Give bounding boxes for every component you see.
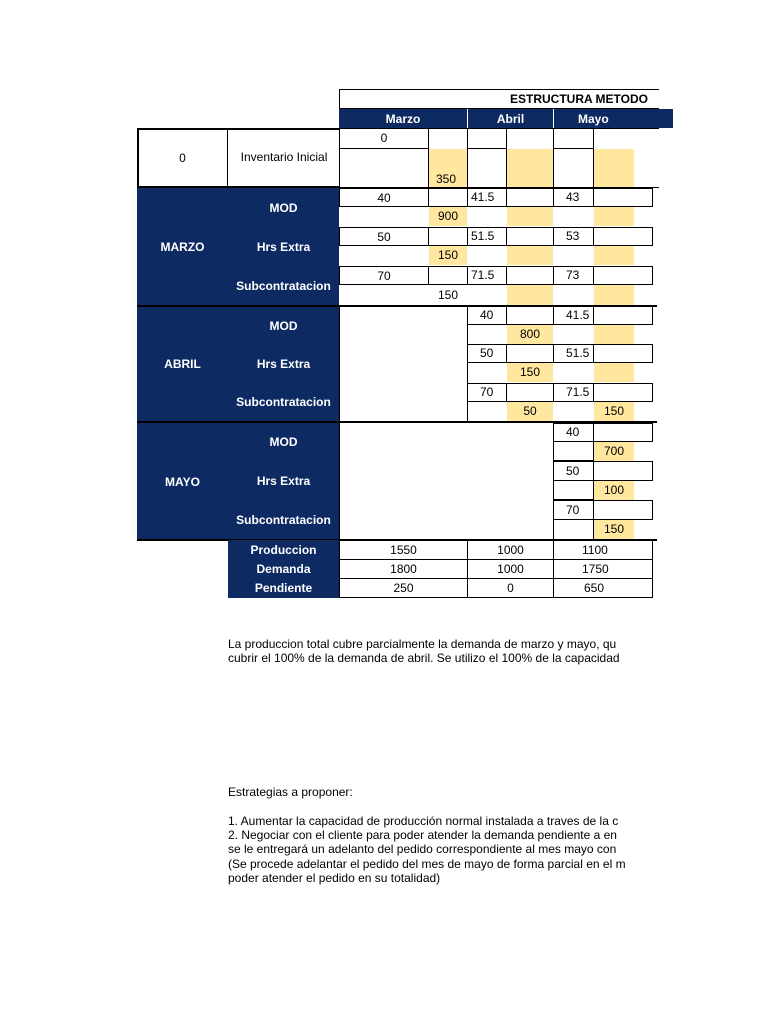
summary-demanda-marzo[interactable]: 1800 <box>339 559 468 579</box>
qty-marzo-mod[interactable]: 900 <box>429 207 467 226</box>
cost-abril-mod-abril[interactable]: 40 <box>467 306 507 325</box>
cost-marzo-mod-marzo[interactable]: 40 <box>339 188 429 207</box>
cost-abril-sub-abril[interactable]: 70 <box>467 383 507 402</box>
empty-cell[interactable] <box>593 500 653 520</box>
qty-abril-sub-next[interactable]: 150 <box>594 402 634 421</box>
empty-cell[interactable] <box>593 383 653 402</box>
qty-marzo-sub[interactable]: 150 <box>437 288 459 302</box>
summary-label-pendiente[interactable]: Pendiente <box>228 578 339 598</box>
cost-marzo-hrs-mayo[interactable]: 53 <box>553 227 594 246</box>
row-label-marzo-subcontratacion[interactable]: Subcontratacion <box>228 266 339 305</box>
cost-abril-mod-mayo[interactable]: 41.5 <box>553 306 594 325</box>
empty-cell[interactable] <box>593 306 653 325</box>
group-label-marzo[interactable]: MARZO <box>137 188 228 305</box>
conclusion-line-2: cubrir el 100% de la demanda de abril. Se utilizo el 100% de la capacidad <box>228 651 620 665</box>
empty-yellow-cell[interactable] <box>594 207 634 226</box>
month-header-abril[interactable]: Abril <box>467 109 553 128</box>
inventory-abril-yellow[interactable] <box>507 149 553 187</box>
empty-cell[interactable] <box>553 519 594 540</box>
structure-title: ESTRUCTURA METODO <box>510 92 648 106</box>
row-label-marzo-mod[interactable]: MOD <box>228 188 339 227</box>
cost-mayo-mod-mayo[interactable]: 40 <box>553 423 594 442</box>
summary-label-demanda[interactable]: Demanda <box>228 559 339 578</box>
empty-cell[interactable] <box>506 188 554 207</box>
empty-yellow-cell[interactable] <box>507 285 553 305</box>
empty-cell[interactable] <box>593 227 653 246</box>
qty-mayo-hrs[interactable]: 100 <box>594 481 634 500</box>
row-label-mayo-hrs-extra[interactable]: Hrs Extra <box>228 461 339 500</box>
empty-cell[interactable] <box>553 441 594 461</box>
inventory-abril-cell[interactable] <box>468 129 506 187</box>
inventory-cost-cell[interactable] <box>429 149 467 187</box>
empty-cell[interactable] <box>593 188 653 207</box>
qty-mayo-mod[interactable]: 700 <box>594 442 634 461</box>
cost-marzo-mod-mayo[interactable]: 43 <box>553 188 594 207</box>
row-label-marzo-hrs-extra[interactable]: Hrs Extra <box>228 227 339 266</box>
cost-abril-hrs-mayo[interactable]: 51.5 <box>553 344 594 363</box>
strategy-line-1: 1. Aumentar la capacidad de producción normal instalada a traves de la c <box>228 814 619 828</box>
inventory-mayo-yellow[interactable] <box>594 149 634 187</box>
inventory-label[interactable]: Inventario Inicial <box>240 150 328 164</box>
cost-marzo-sub-mayo[interactable]: 73 <box>553 266 594 285</box>
structure-title-cell[interactable] <box>339 89 659 109</box>
empty-yellow-cell[interactable] <box>507 207 553 226</box>
cost-mayo-sub-mayo[interactable]: 70 <box>553 500 594 520</box>
month-header-marzo[interactable]: Marzo <box>339 109 467 128</box>
empty-yellow-cell[interactable] <box>507 246 553 265</box>
empty-yellow-cell[interactable] <box>594 325 634 344</box>
row-label-abril-hrs-extra[interactable]: Hrs Extra <box>228 344 339 383</box>
summary-produccion-abril[interactable]: 1000 <box>467 540 554 560</box>
summary-pendiente-mayo[interactable]: 650 <box>553 578 653 598</box>
empty-cell[interactable] <box>428 188 468 207</box>
strategies-heading: Estrategias a proponer: <box>228 785 353 799</box>
cost-marzo-sub-marzo[interactable]: 70 <box>339 266 429 285</box>
row-label-abril-subcontratacion[interactable]: Subcontratacion <box>228 383 339 421</box>
cost-marzo-hrs-marzo[interactable]: 50 <box>339 227 429 246</box>
strategy-line-2: 2. Negociar con el cliente para poder atender la demanda pendiente a en <box>228 828 617 842</box>
empty-cell[interactable] <box>506 266 554 285</box>
row-label-abril-mod[interactable]: MOD <box>228 307 339 344</box>
cost-abril-sub-mayo[interactable]: 71.5 <box>553 383 594 402</box>
empty-cell[interactable] <box>428 266 468 285</box>
strategy-line-3: se le entregará un adelanto del pedido correspondiente al mes mayo con <box>228 842 617 856</box>
summary-demanda-abril[interactable]: 1000 <box>467 559 554 579</box>
row-label-mayo-mod[interactable]: MOD <box>228 423 339 461</box>
summary-pendiente-abril[interactable]: 0 <box>467 578 554 598</box>
qty-abril-hrs[interactable]: 150 <box>507 363 553 382</box>
inventory-value[interactable]: 0 <box>380 131 388 145</box>
cost-marzo-sub-abril[interactable]: 71.5 <box>467 266 507 285</box>
summary-label-produccion[interactable]: Produccion <box>228 540 339 559</box>
cost-marzo-mod-abril[interactable]: 41.5 <box>467 188 507 207</box>
summary-produccion-marzo[interactable]: 1550 <box>339 540 468 560</box>
empty-cell[interactable] <box>506 227 554 246</box>
cost-marzo-hrs-abril[interactable]: 51.5 <box>467 227 507 246</box>
empty-yellow-cell[interactable] <box>594 363 634 382</box>
strategy-line-5: poder atender el pedido en su totalidad) <box>228 871 441 885</box>
cost-abril-hrs-abril[interactable]: 50 <box>467 344 507 363</box>
qty-marzo-hrs[interactable]: 150 <box>429 246 467 265</box>
qty-abril-sub[interactable]: 50 <box>507 402 553 421</box>
row-label-mayo-subcontratacion[interactable]: Subcontratacion <box>228 500 339 540</box>
empty-cell[interactable] <box>593 266 653 285</box>
empty-cell[interactable] <box>593 344 653 363</box>
inventory-number[interactable]: 0 <box>179 151 186 165</box>
month-header-mayo[interactable]: Mayo <box>553 109 673 128</box>
empty-yellow-cell[interactable] <box>594 285 634 305</box>
cost-mayo-hrs-mayo[interactable]: 50 <box>553 461 594 481</box>
empty-cell[interactable] <box>506 306 554 325</box>
empty-cell[interactable] <box>506 344 554 363</box>
group-label-mayo[interactable]: MAYO <box>137 423 228 540</box>
conclusion-line-1: La produccion total cubre parcialmente la demanda de marzo y mayo, qu <box>228 637 617 651</box>
empty-cell[interactable] <box>593 461 653 481</box>
empty-cell[interactable] <box>553 480 594 500</box>
empty-cell[interactable] <box>428 227 468 246</box>
summary-produccion-mayo[interactable]: 1100 <box>553 540 653 560</box>
qty-mayo-sub[interactable]: 150 <box>594 520 634 540</box>
empty-cell[interactable] <box>506 383 554 402</box>
empty-cell[interactable] <box>593 423 653 442</box>
strategy-line-4: (Se procede adelantar el pedido del mes de mayo de forma parcial en el m <box>228 857 626 871</box>
summary-demanda-mayo[interactable]: 1750 <box>553 559 653 579</box>
inventory-cost: 350 <box>436 172 457 186</box>
summary-pendiente-marzo[interactable]: 250 <box>339 578 468 598</box>
qty-abril-mod[interactable]: 800 <box>507 325 553 344</box>
group-label-abril[interactable]: ABRIL <box>137 307 228 421</box>
inventory-cell[interactable] <box>429 129 467 148</box>
empty-yellow-cell[interactable] <box>594 246 634 265</box>
